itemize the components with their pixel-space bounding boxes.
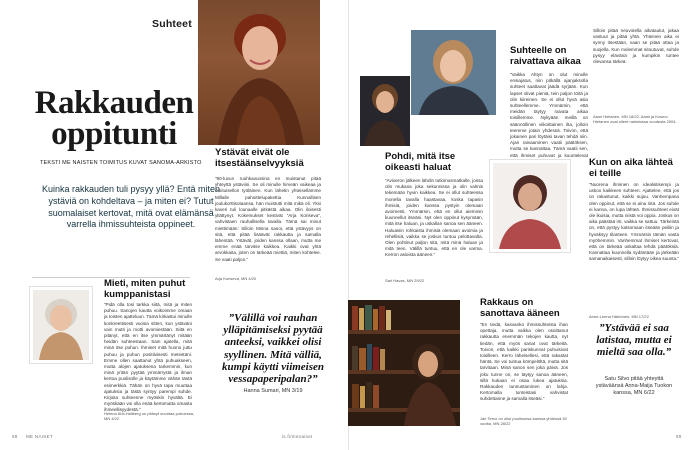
portrait-anne-leena-art [493, 163, 567, 249]
caption-ystavat: Arja Koriseva, MN 4/20 [215, 276, 257, 281]
body-mieti: ”Pidä olla tosi tarkka siitä, mitä ja miten puhuu. Sanojen kautta voikoimme omaan ja toisten ajatteluun. Tämä kirkastui minulle konkreettisesti vuosia sitten, kun ystäväni vain mutti ja motti avomiestään. Siitä en pitänyt, että en itse ymmärtänyt mitään heidän suhteestaan. Sain ajatella, mitä minä itse puhun. Ihmiset mitä huono juttu puhuu ja puhun positiivisesti metestäni. Emme ollen saattanut yhtä puhuakseen, mutta alojen ajatuksena tarkemmin, kun minä yritän pyytää ymmärrystä ja ilman kertoa puolisolle ja käytämme vähän tästä esimerkkiä. Tähän on hyvä tapa muuttaa ajatuksia ja tästä syntyy parempi suhde. Kirjoita suhteenne myöskin hyvältä. Ei myöskään voi olla enää kertomatta omasta ihmeellisyydestä.” [104, 302, 192, 413]
byline: TEKSTI ME NAISTEN TOIMITUS KUVAT SANOMA-ARKISTO [40, 160, 202, 166]
heading-pohdi: Pohdi, mitä itse oikeasti haluat [385, 151, 456, 173]
quote-hanna-caption: Hanna Sumari, MN 3/19 [243, 388, 303, 394]
portrait-helena-art [33, 290, 89, 360]
portrait-illustration [198, 0, 320, 145]
body-kuunaika: ”Nuorena ihminen on idealistisempi ja uskoo kaikkeen suhteen. Ajattelee, että jos on rakastunut, kaikki sujuu. Vanhempana olen oppinut, että se ei aina riitä. Jos suhde ei kanna, on lupa lähteä. Ihmissuhteet eivät ole ikuisia, mutta niistä voi oppia. Joskus on aika päästää irti, vaikka se sattuu. Tärkeintä on, että pystyy katsomaan itseään peiliin ja hyväksyy tilanteen. Ymmärsin tämän vasta myöhemmin. Vanhemmat ihmiset kertovat, että on tärkeää uskaltaa tehdä päätöksiä. Kannattaa kuunnella sydäntään ja järkeään samanaikaisesti, silloin löytyy oikea suunta.” [589, 182, 679, 262]
photo-sari [360, 76, 410, 146]
portrait-anne-leena [490, 160, 570, 252]
body-suhteelle-cont: Silloin pitää neuvotella aikataulut, jakaa vastuut ja pitää yhtä. Yhteinen aika ei synny itsestään, vaan se pitää ottaa ja suojella. Kun molemmat sitoutuvat, suhde pysyy elävänä ja kumpikin tuntee olevansa tärkeä. [593, 28, 679, 65]
photo-aami [411, 30, 496, 115]
body-suhteelle: ”Vaikka Ahtyn on olut minulle ensiajatus, niin pitkällä ajanjaksolla suhteet saattavat jäädä syrjään. Kun lapset olivat pieniä, tein paljon töitä ja olin kiireinen. Se ei ollut hyvä asia suhteellemme. Ymmärsin, että meidän täytyy raivata aikaa toisillemme. Nykyään meillä on säännöllinen viikoittainen ilta, jolloin teemme jotain yhdessä. Toivon, että jokainen pari löytäisi tavan tehdä niin. Ajan raivaaminen vaatii päätöksen, mutta se kannattaa. Tämä vaatii sen, että ihmiset puhuvat ja kuuntelevat [510, 72, 588, 158]
body-pohdi: ”Avioeron jälkeen lähdin tutkimusmatkalle, jossa olin mukana joka sekunnissa ja olin valmis tekemään hyvin kaikkea. Se ei ollut suhteessa monella tavalla haastavaa, koska tapasin ihmisiä, joiden kanssa pystyin olemaan avoimesti. Ymmärsin, että en ollut aiemmin kuunnellut itseäni. Nyt olen oppinut kysymään, mitä itse haluan, ja uskallan sanoa sen ääneen. Haluaisin rohkaista ihmisiä olemaan avoimia ja rehellisiä, vaikka se joskus tuntuu pelottavalta. Olen pohtinut paljon sitä, mitä minä haluan ja mitä teen. Välillä tuntuu, että en ole varma. Kerron asioista ääneen.” [385, 178, 483, 258]
footer-center-url: is.fi/menaiset [282, 434, 313, 439]
heading-ystavat: Ystävät eivät ole itsestäänselvyyksiä [215, 147, 304, 169]
heading-suhteelle: Suhteelle on raivattava aikaa [510, 45, 581, 67]
footer-right-page-number: 59 [676, 434, 682, 439]
footer-left-page-number: 58 [12, 434, 18, 439]
caption-kuunaika: Anne-Leena Härkönen, MN 17/22 [589, 314, 649, 319]
body-rakkaus: ”En tiedä, kasvanko ihmissuhteista ihan opettaja, mutta vaikka olen osoittanut rakkautta enemmän tekojen kautta, nyt tiedän, että myös sanat ovat tärkeitä. Toivon, että kaikki pariskunnat puhuisivat toisilleen. Kerro läheisellesi, että rakastat häntä. Se voi tuntua kömpelöltä, mutta sitä tarvitaan. Minä sanon sen joka päivä. Jos joku tunne on, se täytyy sanoa ääneen, sillä kukaan ei osaa lukea ajatuksia. Rakkauden tunnustaminen on lahja. Kertomalla tunteistasi vahvistat suhdettanne ja samalla itseäsi.” [480, 322, 568, 402]
portrait-sari-art [360, 76, 410, 146]
portrait-aami-art [411, 30, 496, 115]
heading-mieti: Mieti, miten puhut kumppanistasi [104, 278, 186, 300]
section-label: Suhteet [152, 18, 192, 30]
quote-satu-caption: Satu Silvo pitää yhteyttä ystäväänsä Anna-Maija Tuokon kanssa, MN 6/22 [595, 376, 673, 396]
quote-hanna: ”Välillä voi rauhan ylläpitämiseksi pyytää anteeksi, vaikkei olisi syyllinen. Mitä välliä, kumpi käytti viimeisen vessapaperipalan?” [221, 312, 325, 386]
footer-left-label: ME NAISET [26, 434, 53, 439]
hero-photo-arja [198, 0, 320, 145]
heading-kuunaika: Kun on aika lähteä ei teille [589, 157, 673, 179]
heading-rakkaus: Rakkaus on sanottava ääneen [480, 297, 560, 319]
bookshelf-art [348, 300, 460, 426]
caption-pohdi: Sari Havas, MN 29/22 [385, 278, 425, 283]
caption-suhteelle: Aami Hietanen, MN 18/22. Aami ja Kosmo Hietanen ovat olleet naimisissa vuodesta 2004. [593, 114, 677, 125]
portrait-helena [30, 287, 92, 363]
intro-text: Kuinka rakkauden tuli pysyy yllä? Entä miten ystäviä on kohdeltava – ja miten ei? Tutut suomalaiset kertovat, mitä ovat elämänsä varrella ihmissuhteista oppineet. [41, 184, 221, 230]
caption-rakkaus: Jari Tervo on ollut puolisonsa kanssa yhdessä 30 vuotta, MN 28/22 [480, 416, 567, 427]
caption-mieti: Helena Ahti-Hallberg on pitänyt suuntaa puhuessa, MN 4/22 [104, 411, 195, 422]
quote-satu: ”Ystävää ei saa latistaa, mutta ei mieltä saa olla.” [596, 322, 672, 359]
photo-bookshelf [348, 300, 460, 426]
main-title: Rakkauden oppitunti [34, 85, 194, 152]
body-ystavat: ”90-luvun ruuhkavuosina en muistanut pitää yhteyttä ystäviini. Se oli minulle hirveän vaikeaa ja omituisellon työläinen. Kun lähetin yhteisellämme Millalle pahoittelupakettia Kunnallisen joulukorttisotaansa, hän muistutti mitä mikä oli. Yksi kaveri tuli lounaalle pitkästä aikaa. Olin iloisesti yllättynyt. Kokemukset kestivät ”Arja Koriseva”, vahvistaen rauhallisella tavalla. Tämä sai minut miettimään: Silloin Minna sanoi, että ystävyys on sitä, että pitää lisäävät rakkautta ja samalla lähentää. Ystävät, joiden kanssa ollaan, mutta me emme enää tarvitse kaikkea. Kaikki ovat yhtä arvokkaita, joten on tärkeää miettiä, miten kohtelee. Se vaati paljon.” [215, 176, 321, 262]
